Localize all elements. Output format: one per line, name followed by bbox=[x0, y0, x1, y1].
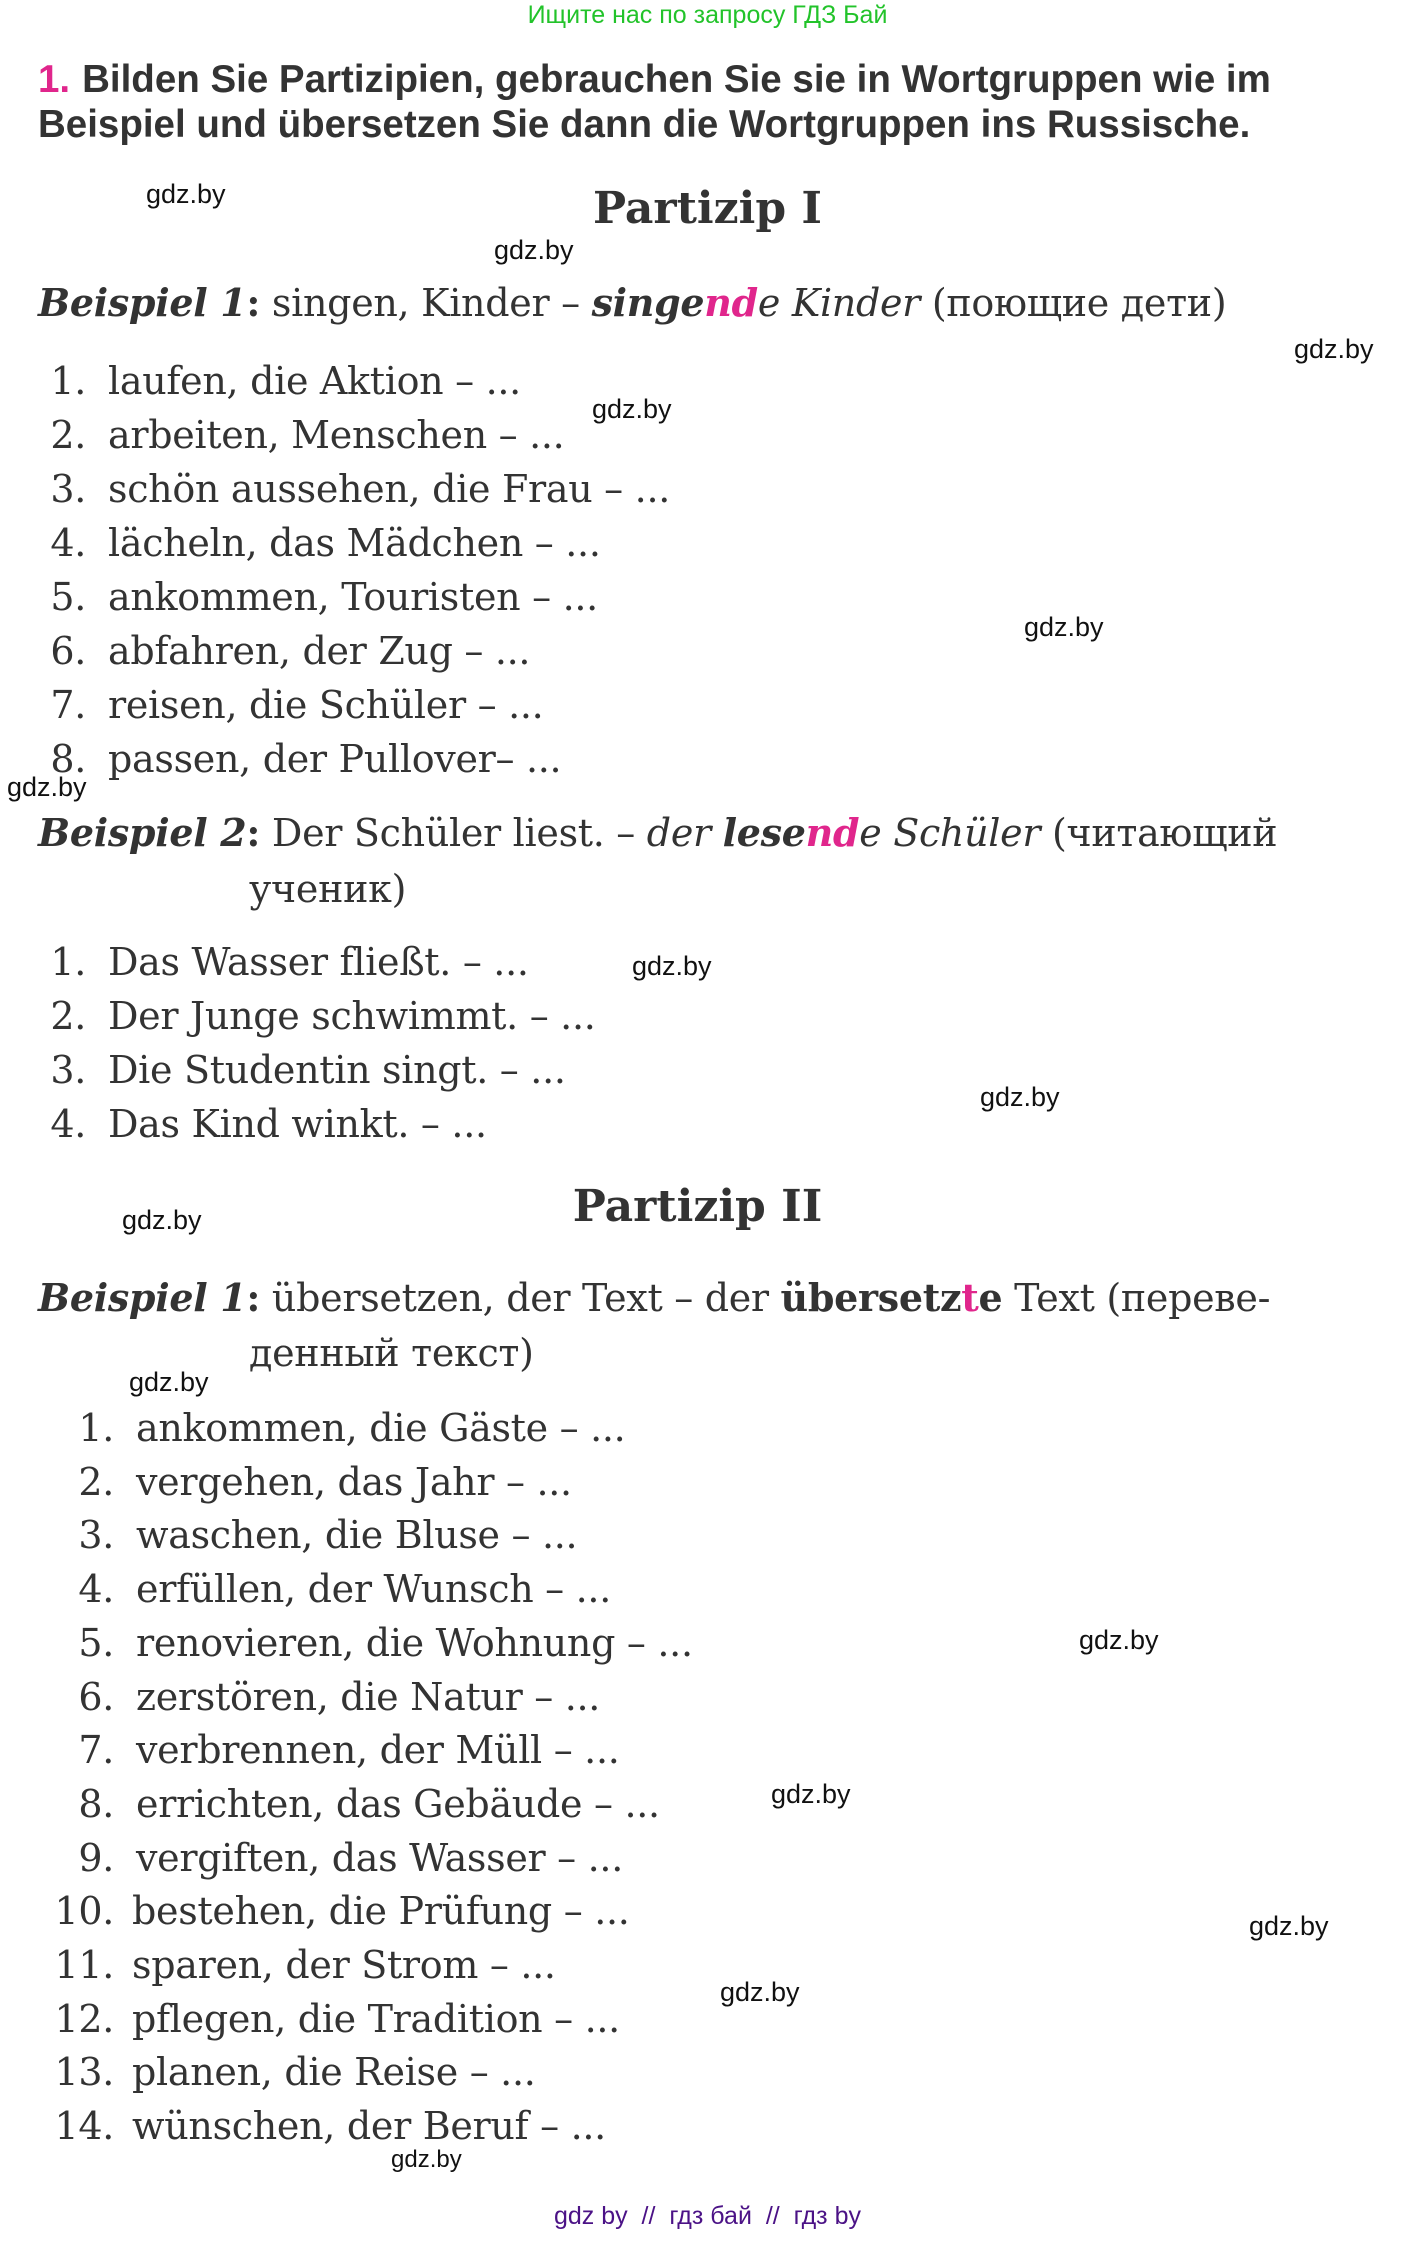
item-text: vergehen, das Jahr – ... bbox=[136, 1459, 572, 1504]
item-text: erfüllen, der Wunsch – ... bbox=[136, 1567, 611, 1612]
item-text: Das Kind winkt. – ... bbox=[108, 1102, 487, 1146]
item-text: pflegen, die Tradition – ... bbox=[132, 1996, 620, 2041]
task-text-line-1: Bilden Sie Partizipien, gebrauchen Sie sie in Wortgruppen wie im bbox=[82, 58, 1271, 101]
answer-stem: lese bbox=[722, 810, 806, 855]
item-number: 2. bbox=[50, 994, 86, 1038]
item-number: 4. bbox=[50, 1102, 86, 1146]
p1-list-1 bbox=[38, 354, 670, 786]
task-number: 1. bbox=[38, 58, 71, 101]
item-text: reisen, die Schüler – ... bbox=[108, 683, 544, 727]
watermark: gdz.by bbox=[391, 2146, 462, 2173]
item-text: wünschen, der Beruf – ... bbox=[132, 2104, 606, 2149]
list-item bbox=[38, 516, 670, 570]
item-text: passen, der Pullover– ... bbox=[108, 737, 562, 781]
watermark: gdz.by bbox=[1294, 334, 1374, 364]
watermark: gdz.by bbox=[592, 394, 672, 424]
answer-rest: e Kinder bbox=[757, 281, 921, 325]
list-item bbox=[38, 1617, 693, 1671]
example-prompt: übersetzen, der Text – der bbox=[260, 1276, 781, 1320]
list-item bbox=[38, 1043, 596, 1097]
answer-suffix: nd bbox=[704, 280, 758, 325]
item-text: renovieren, die Wohnung – ... bbox=[136, 1620, 693, 1665]
list-item bbox=[38, 935, 596, 989]
footer-links: gdz by // гдз бай // гдз by bbox=[553, 2202, 861, 2230]
watermark: gdz.by bbox=[122, 1205, 202, 1235]
item-number: 5. bbox=[78, 1620, 114, 1665]
example-translation: (читающий bbox=[1040, 811, 1278, 855]
item-number: 12. bbox=[54, 1996, 114, 2041]
watermark: gdz.by bbox=[1079, 1625, 1159, 1655]
watermark: gdz.by bbox=[146, 179, 226, 209]
item-text: planen, die Reise – ... bbox=[132, 2050, 536, 2095]
list-item bbox=[38, 732, 670, 786]
item-number: 3. bbox=[50, 1048, 86, 1092]
item-number: 2. bbox=[50, 413, 86, 457]
example-colon: : bbox=[246, 1275, 261, 1320]
top-banner: Ищите нас по запросу ГДЗ Бай bbox=[527, 1, 888, 29]
answer-noun: Text bbox=[1002, 1276, 1095, 1320]
heading-partizip-1: Partizip I bbox=[592, 183, 822, 234]
list-item bbox=[38, 2100, 693, 2154]
item-number: 1. bbox=[50, 359, 86, 403]
item-text: bestehen, die Prüfung – ... bbox=[132, 1889, 630, 1934]
example-prompt: Der Schüler liest. – bbox=[260, 811, 647, 855]
item-number: 9. bbox=[78, 1835, 114, 1880]
watermark: gdz.by bbox=[1024, 612, 1104, 642]
list-item bbox=[38, 1939, 693, 1993]
example-colon: : bbox=[246, 280, 261, 325]
watermark: gdz.by bbox=[980, 1082, 1060, 1112]
list-item bbox=[38, 1509, 693, 1563]
item-text: zerstören, die Natur – ... bbox=[136, 1674, 601, 1719]
item-text: lächeln, das Mädchen – ... bbox=[108, 521, 601, 565]
example-label: Beispiel 1 bbox=[38, 280, 247, 325]
list-item bbox=[38, 2046, 693, 2100]
item-number: 8. bbox=[78, 1781, 114, 1826]
item-text: laufen, die Aktion – ... bbox=[108, 359, 521, 403]
item-number: 14. bbox=[54, 2104, 114, 2149]
item-number: 4. bbox=[50, 521, 86, 565]
list-item bbox=[38, 1456, 693, 1510]
list-item bbox=[38, 354, 670, 408]
watermark: gdz.by bbox=[129, 1367, 209, 1397]
p2-example-1 bbox=[38, 1271, 1270, 1325]
watermark: gdz.by bbox=[1249, 1911, 1329, 1941]
item-text: arbeiten, Menschen – ... bbox=[108, 413, 565, 457]
item-number: 1. bbox=[50, 940, 86, 984]
item-number: 10. bbox=[54, 1889, 114, 1934]
item-number: 4. bbox=[78, 1567, 114, 1612]
item-number: 11. bbox=[54, 1943, 114, 1988]
item-number: 6. bbox=[50, 629, 86, 673]
item-number: 2. bbox=[78, 1459, 114, 1504]
list-item bbox=[38, 462, 670, 516]
watermark: gdz.by bbox=[771, 1779, 851, 1809]
watermark: gdz.by bbox=[720, 1977, 800, 2007]
p2-list bbox=[38, 1402, 693, 2154]
task-instruction-line-1 bbox=[38, 58, 1271, 102]
item-text: ankommen, Touristen – ... bbox=[108, 575, 598, 619]
answer-suffix: t bbox=[961, 1275, 979, 1320]
watermark: gdz.by bbox=[7, 772, 87, 802]
item-number: 13. bbox=[54, 2050, 114, 2095]
list-item bbox=[38, 1097, 596, 1151]
item-text: sparen, der Strom – ... bbox=[132, 1943, 556, 1988]
list-item bbox=[38, 1724, 693, 1778]
item-number: 6. bbox=[78, 1674, 114, 1719]
item-text: ankommen, die Gäste – ... bbox=[136, 1406, 626, 1450]
heading-partizip-2: Partizip II bbox=[572, 1181, 823, 1232]
example-colon: : bbox=[246, 810, 261, 855]
example-label: Beispiel 1 bbox=[38, 1275, 247, 1320]
example-translation: (поющие дети) bbox=[920, 281, 1227, 325]
list-item bbox=[38, 1671, 693, 1725]
p1-example-2-wrap: ученик) bbox=[249, 867, 407, 911]
watermark: gdz.by bbox=[494, 235, 574, 265]
answer-rest: e bbox=[978, 1275, 1003, 1320]
p1-example-1 bbox=[38, 276, 1226, 330]
item-number: 3. bbox=[78, 1513, 114, 1558]
item-text: waschen, die Bluse – ... bbox=[136, 1513, 578, 1558]
item-text: abfahren, der Zug – ... bbox=[108, 629, 531, 673]
p2-example-1-wrap: денный текст) bbox=[249, 1331, 534, 1375]
example-label: Beispiel 2 bbox=[38, 810, 247, 855]
answer-stem: übersetz bbox=[780, 1275, 962, 1320]
example-translation: (переве- bbox=[1094, 1276, 1271, 1320]
list-item bbox=[38, 624, 670, 678]
task-instruction-line-2 bbox=[38, 103, 1250, 147]
answer-suffix: nd bbox=[805, 810, 860, 855]
example-prompt: singen, Kinder – bbox=[260, 281, 592, 325]
list-item bbox=[38, 1563, 693, 1617]
item-text: Der Junge schwimmt. – ... bbox=[108, 994, 596, 1038]
list-item bbox=[38, 1402, 693, 1456]
item-text: verbrennen, der Müll – ... bbox=[136, 1728, 620, 1773]
item-text: errichten, das Gebäude – ... bbox=[136, 1781, 660, 1826]
item-number: 8. bbox=[50, 737, 86, 781]
answer-article: der bbox=[646, 811, 723, 855]
list-item bbox=[38, 408, 670, 462]
item-text: Die Studentin singt. – ... bbox=[108, 1048, 566, 1092]
list-item bbox=[38, 1832, 693, 1886]
answer-rest: e Schüler bbox=[859, 811, 1041, 855]
item-text: schön aussehen, die Frau – ... bbox=[108, 467, 671, 511]
item-number: 5. bbox=[50, 575, 86, 619]
item-text: vergiften, das Wasser – ... bbox=[136, 1835, 623, 1880]
list-item bbox=[38, 989, 596, 1043]
list-item bbox=[38, 1993, 693, 2047]
list-item bbox=[38, 1885, 693, 1939]
item-number: 7. bbox=[50, 683, 86, 727]
item-number: 3. bbox=[50, 467, 86, 511]
item-number: 1. bbox=[78, 1406, 114, 1450]
task-text-line-2: Beispiel und übersetzen Sie dann die Wortgruppen ins Russische. bbox=[38, 103, 1251, 146]
p1-example-2 bbox=[38, 806, 1277, 860]
list-item bbox=[38, 570, 670, 624]
list-item bbox=[38, 678, 670, 732]
p1-list-2 bbox=[38, 935, 596, 1151]
watermark: gdz.by bbox=[632, 951, 712, 981]
answer-stem: singe bbox=[591, 280, 705, 325]
list-item bbox=[38, 1778, 693, 1832]
item-text: Das Wasser fließt. – ... bbox=[108, 940, 529, 984]
item-number: 7. bbox=[78, 1728, 114, 1773]
